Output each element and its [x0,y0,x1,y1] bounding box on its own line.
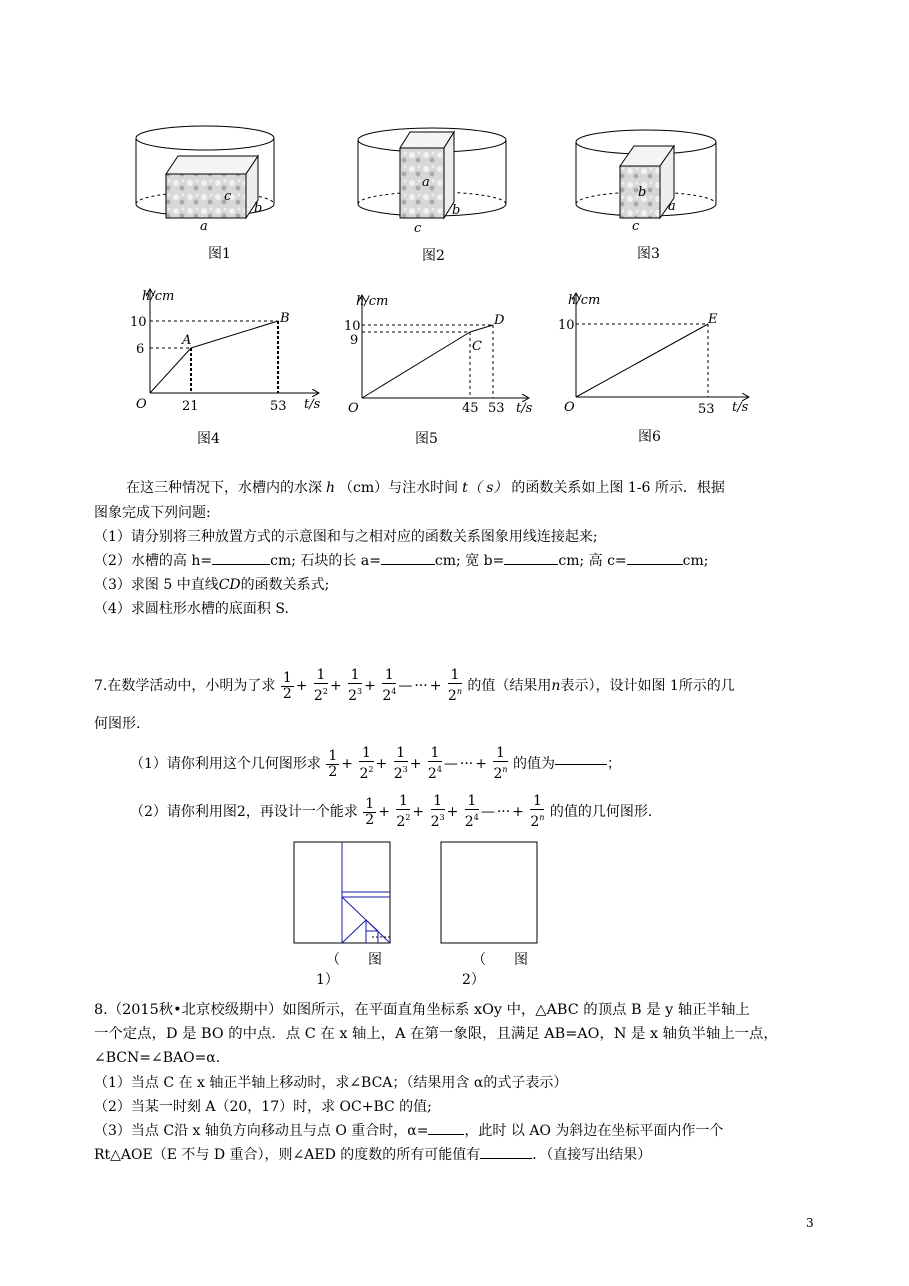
q7-line2: 何图形. [94,716,141,732]
figure-2-cylinder [352,122,512,234]
q7-figure-1-square [293,840,393,946]
fig4-origin: O [136,397,147,412]
fig5-origin: O [348,401,359,416]
fig3-caption: 图3 [637,246,660,262]
q8-part3-cont: Rt△AOE（E 不与 D 重合），则∠AED 的度数的所有可能值有 ．（直接写出结果） [94,1147,652,1163]
q7-fig2-caption-b: 2） [462,972,485,988]
page-number: 3 [806,1216,814,1230]
fig4-ytick-10: 10 [130,315,147,330]
fig6-caption: 图6 [638,429,661,445]
q8-line1: 8.（2015秋•北京校级期中）如图所示，在平面直角坐标系 xOy 中，△ABC 的顶点 B 是 y 轴正半轴上 [94,1002,750,1018]
fig5-xlabel: t/s [516,401,533,416]
fig3-label-b: b [638,185,647,200]
q8-line2: 一个定点，D 是 BO 的中点．点 C 在 x 轴上，A 在第一象限，且满足 AB=AO，N 是 x 轴负半轴上一点， [94,1026,778,1042]
q7-line1: 7.在数学活动中，小明为了求 $\frac{1}{2}$ + $\frac{1}{2^2}$ + $\frac{1}{2^3}$ + $\frac{1}{2^4}$ — ··· + $\frac{1}{2^n}$ 的值（结果用n表示），设计如图 1所示的几 [94,667,735,704]
q8-part3: （3）当点 C沿 x 轴负方向移动且与点 O 重合时，α= ，此时 以 AO 为斜边在坐标平面内作一个 [94,1123,724,1139]
figure-3-cylinder [570,124,722,234]
q8-line3: ∠BCN=∠BAO=α. [94,1050,221,1066]
q7-fig1-caption-b: 1） [316,972,339,988]
fig5-point-C: C [472,339,482,354]
fig6-xtick-53: 53 [698,402,715,417]
q6-part2: （2）水槽的高 h= cm; 石块的长 a= cm; 宽 b= cm; 高 c= cm; [94,553,709,569]
graph-fig4 [128,280,328,420]
fig6-ytick-10: 10 [558,318,575,333]
q8-part1: （1）当点 C 在 x 轴正半轴上移动时，求∠BCA；（结果用含 α的式子表示） [94,1075,568,1091]
q6-part1: （1）请分别将三种放置方式的示意图和与之相对应的函数关系图象用线连接起来; [94,529,598,545]
fig2-label-b: b [452,203,461,218]
fig1-label-b: b [254,201,263,216]
fig6-origin: O [564,400,575,415]
fig4-xlabel: t/s [304,397,321,412]
q7-figure-2-square [440,840,540,946]
fig5-xtick-45: 45 [462,401,479,416]
graph-fig6 [556,286,756,421]
graph-fig5 [338,288,538,423]
fig5-ytick-9: 9 [350,333,359,348]
fig4-xtick-21: 21 [182,399,199,414]
fig2-label-a: a [422,175,430,190]
fig5-xtick-53: 53 [488,401,505,416]
q6-part3: （3）求图 5 中直线CD的函数关系式; [94,577,330,593]
fig6-point-E: E [708,312,718,327]
fig3-label-c: c [632,219,640,234]
fig1-caption: 图1 [208,246,231,262]
q7-part2: （2）请你利用图2，再设计一个能求 $\frac{1}{2}$ + $\frac{1}{2^2}$ + $\frac{1}{2^3}$ + $\frac{1}{2^4}$ — ··· + $\frac{1}{2^n}$ 的值的几何图形. [130,793,653,830]
fig3-label-a: a [668,199,676,214]
fig5-point-D: D [494,313,505,328]
fig4-ytick-6: 6 [136,342,145,357]
fig4-caption: 图4 [197,431,220,447]
figure-1-cylinder [130,122,280,232]
fig1-label-a: a [200,219,208,232]
q7-part1: （1）请你利用这个几何图形求 $\frac{1}{2}$ + $\frac{1}{2^2}$ + $\frac{1}{2^3}$ + $\frac{1}{2^4}$ — ··· + $\frac{1}{2^n}$ 的值为 ； [130,745,621,782]
q6-part4: （4）求圆柱形水槽的底面积 S. [94,601,289,617]
fig4-point-B: B [280,311,290,326]
q7-fig2-caption-a: （ 图 [472,952,528,968]
fig6-xlabel: t/s [732,400,749,415]
fig5-caption: 图5 [415,431,438,447]
fig5-ylabel: h/cm [356,294,389,309]
fig4-point-A: A [182,333,192,348]
q6-intro-line2: 图象完成下列问题: [94,505,211,521]
fig2-label-c: c [414,221,422,234]
fig4-xtick-53: 53 [270,399,287,414]
q8-part2: （2）当某一时刻 A（20，17）时，求 OC+BC 的值; [94,1099,432,1115]
q6-intro: 在这三种情况下，水槽内的水深 h （cm）与注水时间 t（ s） 的函数关系如上图 1-6 所示．根据 [126,480,725,496]
fig6-ylabel: h/cm [568,293,601,308]
q7-fig1-caption-a: （ 图 [326,952,382,968]
fig5-ytick-10: 10 [344,319,361,334]
fig4-ylabel: h/cm [142,289,175,304]
fig1-label-c: c [224,189,232,204]
fig2-caption: 图2 [422,248,445,264]
